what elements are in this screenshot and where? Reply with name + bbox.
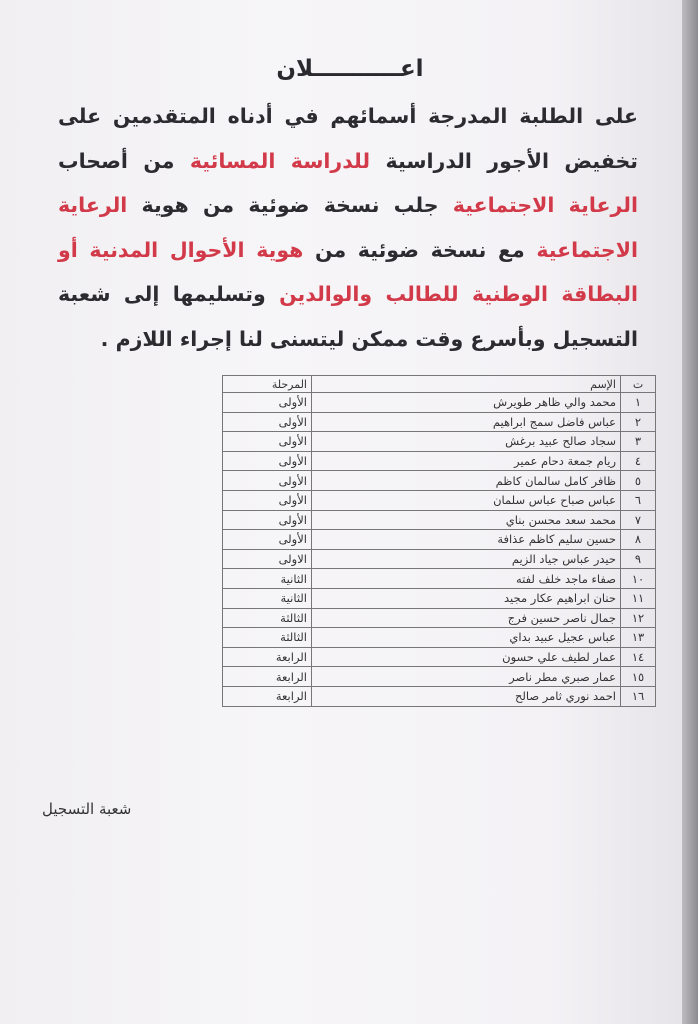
row-number: ٢ bbox=[621, 412, 656, 432]
announcement-title: اعـــــــــــلان bbox=[276, 56, 424, 82]
student-name: ريام جمعة دحام عمير bbox=[312, 451, 621, 471]
student-stage: الأولى bbox=[223, 490, 312, 510]
row-number: ٧ bbox=[621, 510, 656, 530]
body-text-segment: مع نسخة ضوئية من bbox=[303, 237, 537, 262]
table-row bbox=[223, 510, 656, 530]
highlighted-text: للدراسة المسائية bbox=[189, 148, 371, 173]
table-row bbox=[223, 393, 656, 413]
student-stage: الثانية bbox=[223, 588, 312, 608]
table-row bbox=[223, 549, 656, 569]
student-stage: الثانية bbox=[223, 569, 312, 589]
table-row bbox=[223, 451, 656, 471]
student-stage: الرابعة bbox=[223, 686, 312, 706]
student-stage: الأولى bbox=[223, 412, 312, 432]
student-name: محمد والي ظاهر طويرش bbox=[312, 393, 621, 413]
table-row bbox=[223, 412, 656, 432]
body-text-segment: من أصحاب bbox=[58, 148, 190, 173]
row-number: ٦ bbox=[621, 490, 656, 510]
row-number: ١٥ bbox=[621, 667, 656, 687]
student-stage: الرابعة bbox=[223, 667, 312, 687]
table-row bbox=[223, 490, 656, 510]
table-row bbox=[223, 667, 656, 687]
row-number: ٣ bbox=[621, 432, 656, 452]
table-row bbox=[223, 588, 656, 608]
student-name: حنان ابراهيم عكار مجيد bbox=[312, 588, 621, 608]
student-name: عمار لطيف علي حسون bbox=[312, 647, 621, 667]
student-name: عباس صباح عباس سلمان bbox=[312, 490, 621, 510]
student-name: حسين سليم كاظم عذافة bbox=[312, 530, 621, 550]
table-row bbox=[223, 471, 656, 491]
student-name: جمال ناصر حسين فرج bbox=[312, 608, 621, 628]
students-table bbox=[222, 375, 656, 707]
highlighted-text: الرعاية الاجتماعية bbox=[452, 193, 638, 217]
student-name: محمد سعد محسن بناي bbox=[312, 510, 621, 530]
row-number: ٨ bbox=[621, 530, 656, 550]
row-number: ١١ bbox=[621, 588, 656, 608]
student-name: سجاد صالح عبيد برغش bbox=[312, 432, 621, 452]
student-stage: الأولى bbox=[223, 393, 312, 413]
row-number: ١٦ bbox=[621, 686, 656, 706]
student-stage: الثالثة bbox=[223, 628, 312, 648]
body-text-segment: على الطلبة المدرجة أسمائهم في أدناه المتقدمين على تخفيض الأجور الدراسية bbox=[58, 104, 638, 173]
header-stage: المرحلة bbox=[223, 376, 312, 393]
student-name: صفاء ماجد خلف لفته bbox=[312, 569, 621, 589]
student-stage: الأولى bbox=[223, 471, 312, 491]
table-row bbox=[223, 608, 656, 628]
header-name: الإسم bbox=[312, 376, 621, 393]
highlighted-text: الرعاية الاجتماعية bbox=[58, 193, 638, 262]
row-number: ٤ bbox=[621, 451, 656, 471]
student-stage: الأولى bbox=[223, 432, 312, 452]
row-number: ١٠ bbox=[621, 569, 656, 589]
student-stage: الأولى bbox=[223, 451, 312, 471]
row-number: ١٢ bbox=[621, 608, 656, 628]
row-number: ١ bbox=[621, 393, 656, 413]
row-number: ١٤ bbox=[621, 647, 656, 667]
row-number: ٥ bbox=[621, 471, 656, 491]
signature-registration-office: شعبة التسجيل bbox=[42, 800, 132, 818]
student-name: ظافر كامل سالمان كاظم bbox=[312, 471, 621, 491]
student-stage: الثالثة bbox=[223, 608, 312, 628]
announcement-body bbox=[58, 94, 638, 361]
student-name: عمار صبري مطر ناصر bbox=[312, 667, 621, 687]
highlighted-text: هوية الأحوال المدنية أو البطاقة الوطنية للطالب والوالدين bbox=[58, 237, 638, 306]
table-row bbox=[223, 628, 656, 648]
table-row bbox=[223, 569, 656, 589]
student-stage: الأولى bbox=[223, 530, 312, 550]
row-number: ١٣ bbox=[621, 628, 656, 648]
body-text-segment: وتسليمها إلى شعبة التسجيل وبأسرع وقت ممكن ليتسنى لنا إجراء اللازم . bbox=[58, 282, 638, 351]
student-name: احمد نوري ثامر صالح bbox=[312, 686, 621, 706]
student-stage: الرابعة bbox=[223, 647, 312, 667]
student-stage: الاولى bbox=[223, 549, 312, 569]
row-number: ٩ bbox=[621, 549, 656, 569]
body-text-segment: جلب نسخة ضوئية من هوية bbox=[127, 193, 453, 217]
student-stage: الأولى bbox=[223, 510, 312, 530]
table-row bbox=[223, 432, 656, 452]
header-number: ت bbox=[621, 376, 656, 393]
student-name: عباس فاضل سمج ابراهيم bbox=[312, 412, 621, 432]
page-edge-shadow bbox=[682, 0, 698, 1024]
table-row bbox=[223, 647, 656, 667]
student-name: عباس عجيل عبيد بداي bbox=[312, 628, 621, 648]
student-name: حيدر عباس جياد الزيم bbox=[312, 549, 621, 569]
table-row bbox=[223, 530, 656, 550]
table-row bbox=[223, 686, 656, 706]
table-header-row bbox=[223, 376, 656, 393]
